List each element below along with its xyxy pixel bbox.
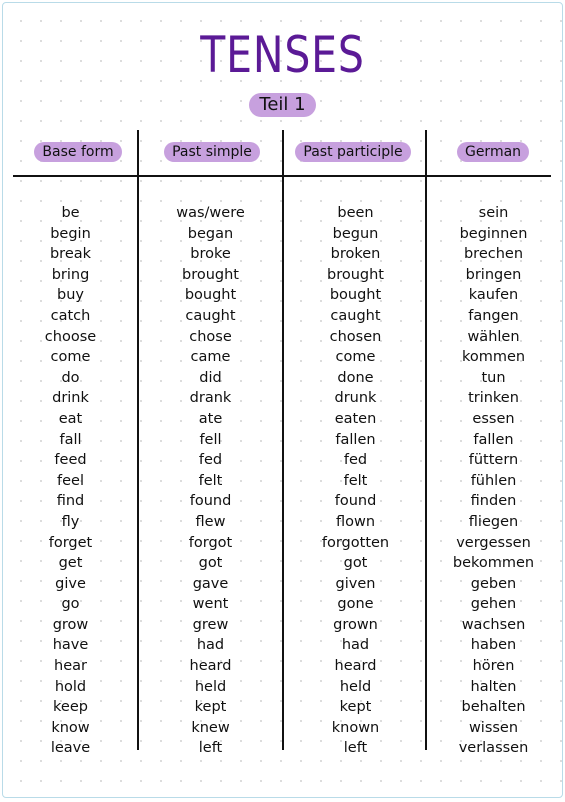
past-simple-item: got: [198, 555, 223, 572]
german-item: wachsen: [461, 616, 526, 633]
base-form-item: grow: [52, 616, 89, 633]
german-item: sein: [478, 205, 509, 221]
base-form-item: drink: [52, 390, 89, 407]
base-form-item: give: [55, 575, 86, 592]
german-item: beginnen: [459, 225, 528, 242]
past-participle-item: drunk: [334, 390, 377, 407]
past-simple-item: ate: [198, 410, 223, 427]
past-simple-item: found: [189, 493, 232, 510]
german-item: füttern: [468, 452, 519, 469]
past-participle-item: got: [343, 555, 368, 572]
past-simple-item: chose: [189, 328, 232, 345]
past-simple-item: fell: [199, 431, 222, 448]
past-simple-item: felt: [198, 472, 223, 489]
past-participle-item: fallen: [335, 431, 376, 448]
german-item: fliegen: [468, 513, 519, 530]
past-simple-item: fed: [198, 452, 223, 469]
german-item: wählen: [467, 328, 520, 345]
base-form-item: find: [56, 493, 85, 510]
past-participle-item: had: [341, 637, 370, 654]
past-simple-item: heard: [189, 658, 232, 675]
german-item: fühlen: [470, 472, 517, 489]
german-item: wissen: [468, 719, 519, 736]
past-participle-item: eaten: [334, 410, 377, 427]
german-item: gehen: [470, 596, 517, 613]
german-item: kaufen: [468, 287, 519, 304]
past-simple-item: forgot: [188, 534, 233, 551]
past-participle-item: given: [335, 575, 376, 592]
german-item: fangen: [468, 307, 519, 324]
past-participle-item: gone: [337, 596, 374, 613]
past-simple-item: had: [196, 637, 225, 654]
past-participle-item: broken: [330, 246, 381, 263]
past-participle-item: found: [334, 493, 377, 510]
base-form-item: fall: [59, 431, 82, 448]
german-item: finden: [470, 493, 517, 510]
german-item: kommen: [461, 349, 526, 366]
past-participle-item: known: [331, 719, 380, 736]
german-item: brechen: [463, 246, 524, 263]
column-divider-3: [425, 130, 427, 750]
past-participle-item: held: [339, 678, 372, 695]
past-simple-item: drank: [189, 390, 232, 407]
past-simple-item: went: [192, 596, 229, 613]
past-participle-item: come: [335, 349, 376, 366]
german-item: haben: [470, 637, 517, 654]
base-form-item: buy: [57, 287, 84, 304]
german-item: essen: [472, 410, 515, 427]
base-form-item: feel: [57, 472, 84, 489]
german-item: trinken: [468, 390, 519, 407]
base-form-item: begin: [50, 225, 91, 242]
base-form-item: eat: [58, 410, 83, 427]
base-form-item: go: [61, 596, 80, 613]
past-simple-item: was/were: [176, 205, 245, 221]
base-form-item: hear: [54, 658, 87, 675]
past-participle-item: left: [343, 740, 368, 757]
base-form-item: feed: [54, 452, 87, 469]
base-form-item: choose: [44, 328, 97, 345]
base-form-item: have: [52, 637, 89, 654]
past-simple-item: left: [198, 740, 223, 757]
past-participle-item: brought: [327, 266, 384, 283]
subtitle-badge: Teil 1: [249, 93, 315, 117]
german-item: behalten: [461, 699, 526, 716]
column-divider-1: [137, 130, 139, 750]
base-form-item: know: [51, 719, 90, 736]
past-participle-item: bought: [329, 287, 382, 304]
past-participle-column: [288, 203, 423, 759]
past-simple-item: did: [199, 369, 222, 386]
past-simple-item: began: [187, 225, 234, 242]
past-simple-item: grew: [192, 616, 229, 633]
german-item: bekommen: [452, 555, 535, 572]
base-form-item: be: [61, 205, 80, 221]
past-participle-item: done: [337, 369, 374, 386]
past-participle-item: flown: [335, 513, 376, 530]
past-simple-item: caught: [185, 307, 236, 324]
past-participle-item: been: [337, 205, 374, 221]
past-participle-item: chosen: [329, 328, 382, 345]
past-simple-column: [143, 203, 278, 759]
header-past-simple: Past simple: [164, 142, 260, 162]
base-form-item: get: [58, 555, 83, 572]
base-form-item: keep: [53, 699, 88, 716]
past-simple-item: brought: [182, 266, 239, 283]
past-simple-item: knew: [191, 719, 230, 736]
german-item: geben: [470, 575, 517, 592]
base-form-item: bring: [51, 266, 90, 283]
past-participle-item: begun: [332, 225, 379, 242]
past-simple-item: gave: [192, 575, 229, 592]
base-form-item: do: [61, 369, 80, 386]
header-base-form: Base form: [34, 142, 121, 162]
past-simple-item: held: [194, 678, 227, 695]
past-simple-item: broke: [190, 246, 231, 263]
base-form-item: fly: [61, 513, 80, 530]
past-participle-item: kept: [339, 699, 372, 716]
base-form-item: forget: [48, 534, 93, 551]
german-column: [431, 203, 556, 759]
header-past-participle: Past participle: [295, 142, 410, 162]
german-item: tun: [481, 369, 506, 386]
column-divider-2: [282, 130, 284, 750]
past-simple-item: flew: [195, 513, 226, 530]
header-german: German: [457, 142, 529, 162]
past-simple-item: bought: [184, 287, 237, 304]
past-participle-item: felt: [343, 472, 368, 489]
past-simple-item: kept: [194, 699, 227, 716]
past-simple-item: came: [190, 349, 231, 366]
german-item: vergessen: [456, 534, 531, 551]
base-form-item: leave: [50, 740, 91, 757]
past-participle-item: grown: [333, 616, 378, 633]
past-participle-item: forgotten: [321, 534, 390, 551]
past-participle-item: fed: [343, 452, 368, 469]
german-item: fallen: [473, 431, 514, 448]
german-item: halten: [470, 678, 517, 695]
past-participle-item: heard: [334, 658, 377, 675]
page-title: TENSES: [200, 26, 365, 84]
german-item: verlassen: [458, 740, 529, 757]
worksheet-page: [2, 2, 563, 798]
base-form-item: come: [50, 349, 91, 366]
german-item: bringen: [465, 266, 522, 283]
base-form-item: break: [49, 246, 92, 263]
base-form-item: hold: [54, 678, 87, 695]
german-item: hören: [472, 658, 515, 675]
past-participle-item: caught: [330, 307, 381, 324]
base-form-column: [13, 203, 128, 759]
base-form-item: catch: [50, 307, 91, 324]
